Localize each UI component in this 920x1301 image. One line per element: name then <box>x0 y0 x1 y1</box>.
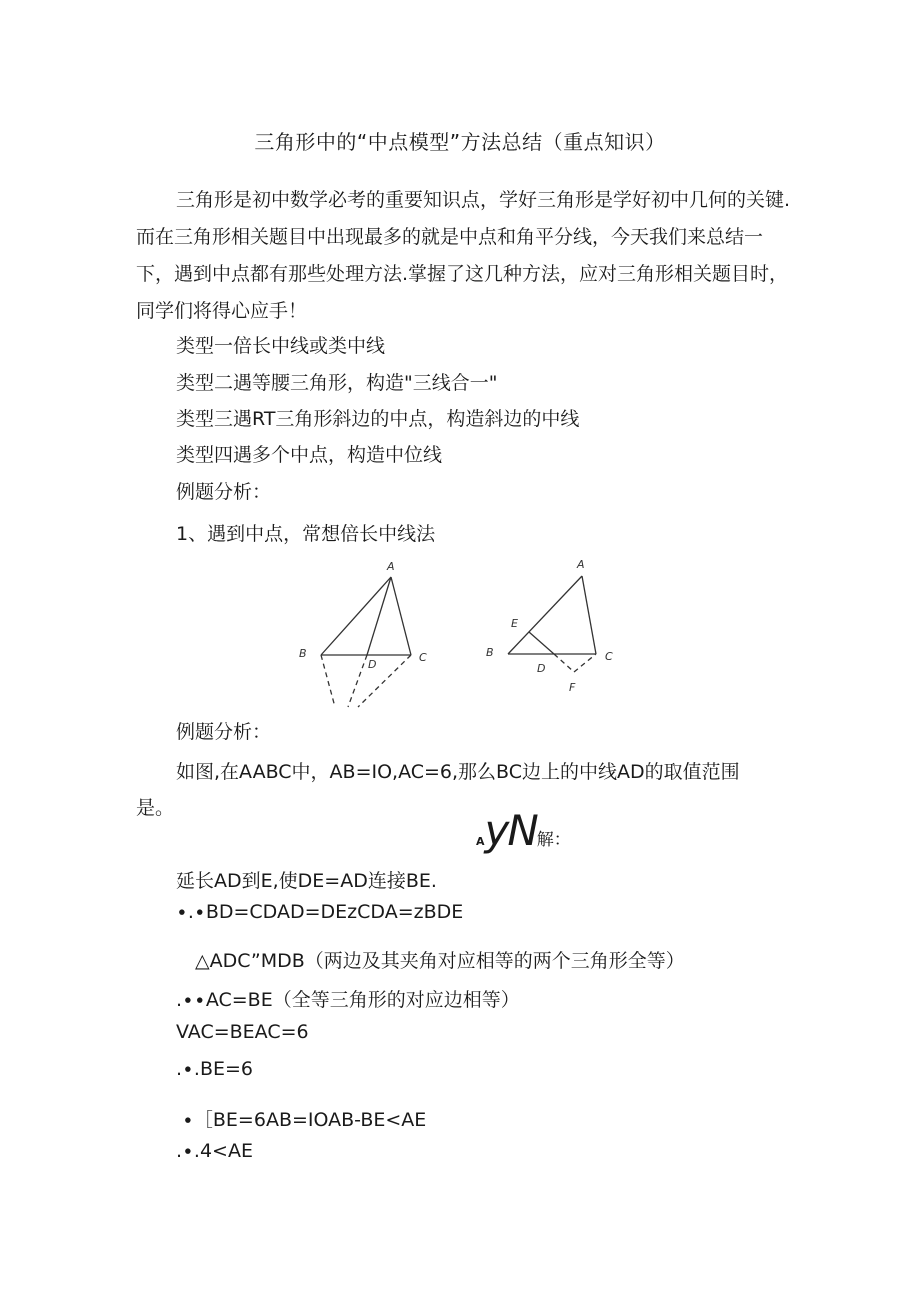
label-d: D <box>537 662 546 675</box>
figure-similar-median <box>478 555 628 695</box>
label-d: D <box>368 658 377 671</box>
label-f: F <box>569 681 576 694</box>
label-a: A <box>387 560 395 573</box>
segment-ed <box>529 632 554 654</box>
figure-median-extension <box>290 555 440 710</box>
type-3: 类型三遇RT三角形斜边的中点，构造斜边的中线 <box>176 408 580 430</box>
segment-ac <box>391 577 411 655</box>
solution-label: 解： <box>536 830 571 850</box>
label-c: C <box>605 650 613 663</box>
example-heading: 例题分析： <box>176 481 272 503</box>
type-2: 类型二遇等腰三角形，构造"三线合一" <box>176 372 498 394</box>
problem-line-1: 如图,在AABC中，AB=IO,AC=6,那么BC边上的中线AD的取值范围 <box>176 761 740 783</box>
step-8: .∙.4<AE <box>176 1140 253 1162</box>
step-2: ∙.∙BD=CDAD=DEzCDA=zBDE <box>176 901 464 923</box>
step-1: 延长AD到E,使DE=AD连接BE. <box>176 870 437 892</box>
solution-prefix-small: A <box>476 835 485 848</box>
intro-paragraph: 三角形是初中数学必考的重要知识点，学好三角形是学好初中几何的关键.而在三角形相关题目中出现最多的就是中点和角平分线，今天我们来总结一下，遇到中点都有那些处理方法.掌握了这几种方法，应对三角形相关题目时，同学们将得心应手！ <box>136 189 791 322</box>
type-4: 类型四遇多个中点，构造中位线 <box>176 444 443 466</box>
label-a: A <box>577 558 585 571</box>
example-heading-2: 例题分析： <box>176 721 272 743</box>
segment-ac <box>582 576 596 654</box>
label-b: B <box>486 646 494 659</box>
label-b: B <box>299 647 307 660</box>
problem-line-2: 是。 <box>136 797 175 819</box>
step-7: ∙［BE=6AB=IOAB-BE<AE <box>182 1109 427 1131</box>
method-heading: 1、遇到中点，常想倍长中线法 <box>176 523 436 545</box>
type-1: 类型一倍长中线或类中线 <box>176 335 386 357</box>
step-5: VAC=BEAC=6 <box>176 1021 309 1043</box>
step-6: .∙.BE=6 <box>176 1058 254 1080</box>
solution-header <box>476 806 571 855</box>
label-e: E <box>511 617 518 630</box>
segment-ab <box>508 576 582 654</box>
step-3: △ADC”MDB（两边及其夹角对应相等的两个三角形全等） <box>195 950 685 972</box>
segment-ab <box>321 577 391 655</box>
page-title: 三角形中的“中点模型”方法总结（重点知识） <box>254 130 666 154</box>
step-4: .∙∙AC=BE（全等三角形的对应边相等） <box>176 989 520 1011</box>
label-c: C <box>419 651 427 664</box>
solution-prefix-large: yN <box>484 806 537 855</box>
segment-ad <box>367 577 391 655</box>
